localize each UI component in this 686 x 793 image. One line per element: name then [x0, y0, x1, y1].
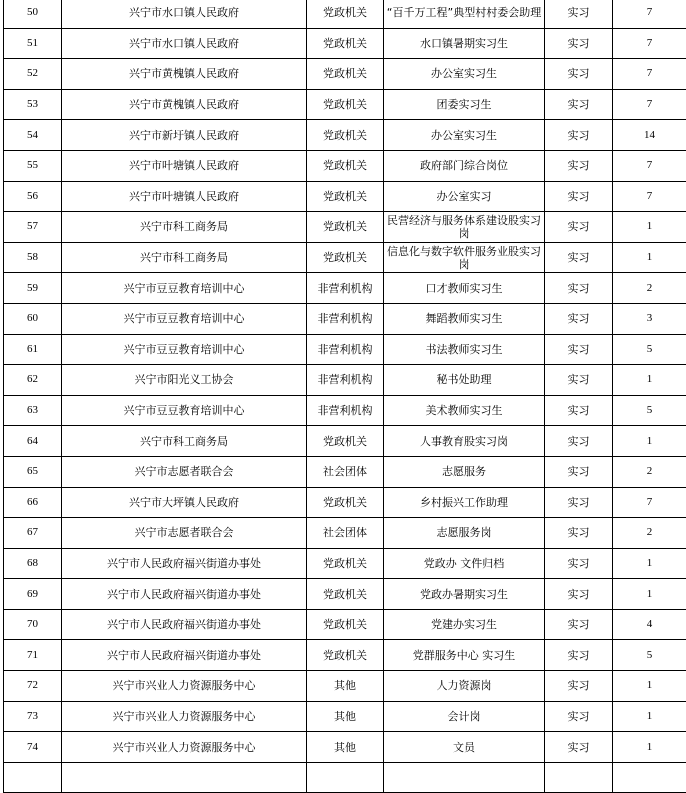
row-number-cell: 55: [4, 150, 62, 181]
headcount-cell: 7: [613, 28, 686, 59]
table-row: [4, 89, 686, 120]
position-category-cell: 实习: [545, 609, 613, 640]
position-category-cell: 实习: [545, 89, 613, 120]
row-number-cell: 64: [4, 426, 62, 457]
position-name-cell: 口才教师实习生: [384, 273, 545, 304]
organization-type-cell: 党政机关: [307, 548, 384, 579]
row-number-cell: 72: [4, 671, 62, 702]
headcount-cell: 1: [613, 701, 686, 732]
headcount-cell: 2: [613, 518, 686, 549]
organization-type-cell: 党政机关: [307, 640, 384, 671]
table-row: [4, 181, 686, 212]
organization-name-cell: 兴宁市黄槐镇人民政府: [62, 59, 307, 90]
position-name-cell: 党建办实习生: [384, 609, 545, 640]
row-number-cell: 69: [4, 579, 62, 610]
organization-name-cell: 兴宁市豆豆教育培训中心: [62, 303, 307, 334]
position-category-cell: 实习: [545, 456, 613, 487]
table-row: [4, 548, 686, 579]
position-category-cell: 实习: [545, 28, 613, 59]
organization-type-cell: 党政机关: [307, 426, 384, 457]
headcount-cell: 5: [613, 395, 686, 426]
position-category-cell: 实习: [545, 334, 613, 365]
table-row: [4, 120, 686, 151]
organization-name-cell: 兴宁市豆豆教育培训中心: [62, 273, 307, 304]
table-row: [4, 365, 686, 396]
row-number-cell: [4, 762, 62, 793]
row-number-cell: 68: [4, 548, 62, 579]
organization-name-cell: 兴宁市黄槐镇人民政府: [62, 89, 307, 120]
organization-type-cell: 党政机关: [307, 609, 384, 640]
organization-type-cell: 党政机关: [307, 89, 384, 120]
organization-name-cell: 兴宁市人民政府福兴街道办事处: [62, 640, 307, 671]
organization-name-cell: 兴宁市人民政府福兴街道办事处: [62, 609, 307, 640]
headcount-cell: 7: [613, 59, 686, 90]
organization-name-cell: 兴宁市叶塘镇人民政府: [62, 150, 307, 181]
position-name-cell: 政府部门综合岗位: [384, 150, 545, 181]
row-number-cell: 54: [4, 120, 62, 151]
position-name-cell: 团委实习生: [384, 89, 545, 120]
organization-name-cell: 兴宁市叶塘镇人民政府: [62, 181, 307, 212]
row-number-cell: 59: [4, 273, 62, 304]
organization-type-cell: 党政机关: [307, 120, 384, 151]
organization-name-cell: 兴宁市人民政府福兴街道办事处: [62, 579, 307, 610]
table-row: [4, 518, 686, 549]
row-number-cell: 71: [4, 640, 62, 671]
position-name-cell: 会计岗: [384, 701, 545, 732]
headcount-cell: 1: [613, 365, 686, 396]
table-row: [4, 395, 686, 426]
position-category-cell: 实习: [545, 181, 613, 212]
position-category-cell: 实习: [545, 273, 613, 304]
table-row: [4, 609, 686, 640]
position-name-cell: 美术教师实习生: [384, 395, 545, 426]
position-category-cell: 实习: [545, 426, 613, 457]
position-category-cell: 实习: [545, 59, 613, 90]
position-name-cell: 人力资源岗: [384, 671, 545, 702]
position-name-cell: 办公室实习生: [384, 120, 545, 151]
position-name-cell: 信息化与数字软件服务业股实习岗: [384, 242, 545, 273]
position-category-cell: 实习: [545, 732, 613, 763]
organization-type-cell: 党政机关: [307, 579, 384, 610]
row-number-cell: 63: [4, 395, 62, 426]
organization-name-cell: 兴宁市豆豆教育培训中心: [62, 334, 307, 365]
position-name-cell: 舞蹈教师实习生: [384, 303, 545, 334]
headcount-cell: 14: [613, 120, 686, 151]
organization-type-cell: 党政机关: [307, 28, 384, 59]
headcount-cell: 7: [613, 487, 686, 518]
position-name-cell: 秘书处助理: [384, 365, 545, 396]
row-number-cell: 74: [4, 732, 62, 763]
position-category-cell: 实习: [545, 150, 613, 181]
position-category-cell: 实习: [545, 303, 613, 334]
positions-table-body: [4, 0, 686, 793]
headcount-cell: 5: [613, 640, 686, 671]
position-name-cell: 党群服务中心 实习生: [384, 640, 545, 671]
table-row: [4, 579, 686, 610]
organization-name-cell: 兴宁市人民政府福兴街道办事处: [62, 548, 307, 579]
position-category-cell: 实习: [545, 242, 613, 273]
table-row: [4, 640, 686, 671]
organization-type-cell: 党政机关: [307, 242, 384, 273]
position-category-cell: 实习: [545, 640, 613, 671]
table-row: [4, 334, 686, 365]
organization-type-cell: 其他: [307, 732, 384, 763]
row-number-cell: 51: [4, 28, 62, 59]
table-row: [4, 273, 686, 304]
organization-name-cell: 兴宁市兴业人力资源服务中心: [62, 701, 307, 732]
organization-type-cell: 党政机关: [307, 181, 384, 212]
position-name-cell: 党政办暑期实习生: [384, 579, 545, 610]
position-category-cell: 实习: [545, 0, 613, 28]
organization-type-cell: 党政机关: [307, 0, 384, 28]
table-row: [4, 762, 686, 793]
table-row: [4, 701, 686, 732]
position-category-cell: [545, 762, 613, 793]
position-name-cell: 书法教师实习生: [384, 334, 545, 365]
headcount-cell: 1: [613, 548, 686, 579]
row-number-cell: 61: [4, 334, 62, 365]
headcount-cell: 1: [613, 242, 686, 273]
table-row: [4, 212, 686, 243]
row-number-cell: 62: [4, 365, 62, 396]
row-number-cell: 66: [4, 487, 62, 518]
headcount-cell: 1: [613, 426, 686, 457]
position-name-cell: 民营经济与服务体系建设股实习岗: [384, 212, 545, 243]
organization-name-cell: [62, 762, 307, 793]
organization-type-cell: 非营利机构: [307, 365, 384, 396]
position-category-cell: 实习: [545, 212, 613, 243]
table-row: [4, 671, 686, 702]
organization-name-cell: 兴宁市科工商务局: [62, 242, 307, 273]
organization-name-cell: 兴宁市志愿者联合会: [62, 518, 307, 549]
headcount-cell: 1: [613, 732, 686, 763]
position-name-cell: 水口镇暑期实习生: [384, 28, 545, 59]
table-row: [4, 732, 686, 763]
organization-type-cell: 非营利机构: [307, 273, 384, 304]
organization-type-cell: 其他: [307, 701, 384, 732]
organization-name-cell: 兴宁市兴业人力资源服务中心: [62, 732, 307, 763]
position-name-cell: 文员: [384, 732, 545, 763]
organization-type-cell: 其他: [307, 671, 384, 702]
row-number-cell: 52: [4, 59, 62, 90]
organization-name-cell: 兴宁市阳光义工协会: [62, 365, 307, 396]
table-row: [4, 303, 686, 334]
position-category-cell: 实习: [545, 548, 613, 579]
position-name-cell: 人事教育股实习岗: [384, 426, 545, 457]
organization-type-cell: 党政机关: [307, 487, 384, 518]
headcount-cell: 5: [613, 334, 686, 365]
organization-type-cell: 社会团体: [307, 456, 384, 487]
table-row: [4, 0, 686, 28]
headcount-cell: 3: [613, 303, 686, 334]
headcount-cell: 2: [613, 456, 686, 487]
row-number-cell: 57: [4, 212, 62, 243]
organization-name-cell: 兴宁市科工商务局: [62, 212, 307, 243]
table-row: [4, 426, 686, 457]
row-number-cell: 56: [4, 181, 62, 212]
organization-type-cell: 党政机关: [307, 150, 384, 181]
headcount-cell: 4: [613, 609, 686, 640]
row-number-cell: 53: [4, 89, 62, 120]
position-category-cell: 实习: [545, 671, 613, 702]
row-number-cell: 73: [4, 701, 62, 732]
headcount-cell: [613, 762, 686, 793]
organization-name-cell: 兴宁市科工商务局: [62, 426, 307, 457]
position-name-cell: “百千万工程”典型村村委会助理: [384, 0, 545, 28]
table-row: [4, 150, 686, 181]
position-category-cell: 实习: [545, 701, 613, 732]
headcount-cell: 7: [613, 150, 686, 181]
row-number-cell: 50: [4, 0, 62, 28]
position-category-cell: 实习: [545, 365, 613, 396]
headcount-cell: 7: [613, 0, 686, 28]
row-number-cell: 70: [4, 609, 62, 640]
position-name-cell: 志愿服务岗: [384, 518, 545, 549]
organization-name-cell: 兴宁市志愿者联合会: [62, 456, 307, 487]
headcount-cell: 1: [613, 579, 686, 610]
position-name-cell: 志愿服务: [384, 456, 545, 487]
organization-name-cell: 兴宁市新圩镇人民政府: [62, 120, 307, 151]
table-row: [4, 59, 686, 90]
headcount-cell: 7: [613, 181, 686, 212]
organization-name-cell: 兴宁市兴业人力资源服务中心: [62, 671, 307, 702]
organization-type-cell: 非营利机构: [307, 334, 384, 365]
organization-type-cell: 非营利机构: [307, 303, 384, 334]
organization-name-cell: 兴宁市大坪镇人民政府: [62, 487, 307, 518]
position-name-cell: [384, 762, 545, 793]
headcount-cell: 1: [613, 671, 686, 702]
organization-type-cell: 党政机关: [307, 59, 384, 90]
position-category-cell: 实习: [545, 518, 613, 549]
position-category-cell: 实习: [545, 579, 613, 610]
row-number-cell: 65: [4, 456, 62, 487]
organization-type-cell: 党政机关: [307, 212, 384, 243]
organization-name-cell: 兴宁市豆豆教育培训中心: [62, 395, 307, 426]
organization-name-cell: 兴宁市水口镇人民政府: [62, 0, 307, 28]
table-row: [4, 242, 686, 273]
position-category-cell: 实习: [545, 395, 613, 426]
headcount-cell: 1: [613, 212, 686, 243]
table-row: [4, 487, 686, 518]
table-row: [4, 28, 686, 59]
row-number-cell: 60: [4, 303, 62, 334]
position-category-cell: 实习: [545, 120, 613, 151]
table-row: [4, 456, 686, 487]
headcount-cell: 7: [613, 89, 686, 120]
headcount-cell: 2: [613, 273, 686, 304]
row-number-cell: 67: [4, 518, 62, 549]
position-name-cell: 乡村振兴工作助理: [384, 487, 545, 518]
organization-type-cell: 社会团体: [307, 518, 384, 549]
organization-type-cell: 非营利机构: [307, 395, 384, 426]
organization-name-cell: 兴宁市水口镇人民政府: [62, 28, 307, 59]
position-name-cell: 办公室实习生: [384, 59, 545, 90]
position-name-cell: 办公室实习: [384, 181, 545, 212]
position-category-cell: 实习: [545, 487, 613, 518]
position-name-cell: 党政办 文件归档: [384, 548, 545, 579]
row-number-cell: 58: [4, 242, 62, 273]
positions-table: [3, 0, 686, 793]
organization-type-cell: [307, 762, 384, 793]
